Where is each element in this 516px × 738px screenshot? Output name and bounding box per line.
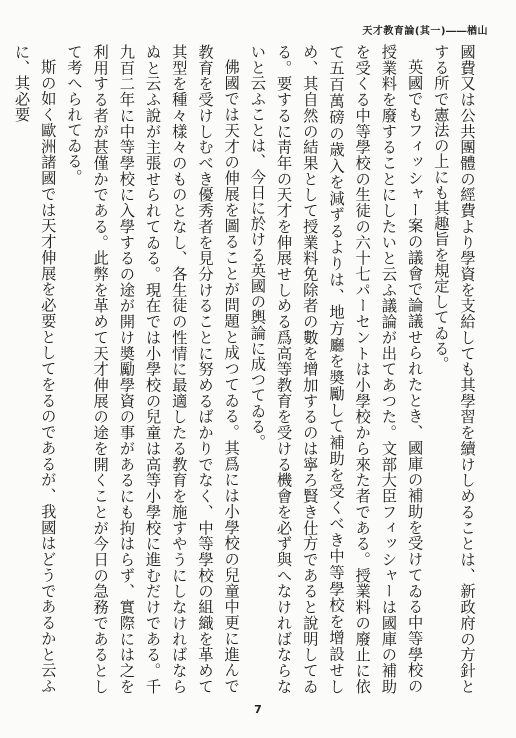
- paragraph-france: 佛國では天才の伸展を圖ることが問題と成つてゐる。其爲には小學校の兒童中更に進んで教育を受けしむべき優秀者を見分けることに努めるばかりでなく、中等學校の組織を革めて其型を種々樣々のものとなし、各生徒の性情に最適したる教育を施すやうにしなければならぬと云ふ說が主張せられてゐる。現在では小學校の兒童は高等小學校に進むだけである。千九百二年に中等學校に入學するの途が開け奬勵學資の事があるにも拘はらず、實際には之を利用する者が甚僅かである。此弊を革めて天才伸展の途を開くことが今日の急務であるとして考へられてゐる。: [64, 44, 241, 694]
- paragraph-japan: 斯の如く歐洲諸國では天才伸展を必要としてをるのであるが、我國はどうであるかと云ふに、其必要: [12, 44, 57, 694]
- paragraph-england: 英國でもフィッシャー案の議會で論議せられたとき、國庫の補助を受けてゐる中等學校の授業料を廢することにしたいと云ふ議論が出てあつた。文部大臣フィッシャーは國庫の補助を受くる中等學校の生徒の六十七パーセントは小學校から來た者である。授業料の廢止に依て五百萬磅の歳入を減ずるよりは、地方廳を奬勵して補助を受くべき中等學校を增設せしめ、其自然の結果として授業料免除者の數を增加するのは寧ろ賢き仕方であると說明してゐる。要するに靑年の天才を伸展せしめる爲高等教育を受ける機會を必ず與へなければならないと云ふことは、今日に於ける英國の輿論に成つてゐる。: [248, 44, 424, 694]
- running-title: 天才教育論(其一)――楢山: [362, 26, 488, 37]
- page-number: 7: [254, 703, 262, 716]
- paragraph-continuation: 國費又は公共團體の經費より學資を支給しても其學習を續けしめることは、新政府の方針とする所で憲法の上にも其趣旨を規定してゐる。: [431, 44, 476, 694]
- body-text: [12, 44, 480, 694]
